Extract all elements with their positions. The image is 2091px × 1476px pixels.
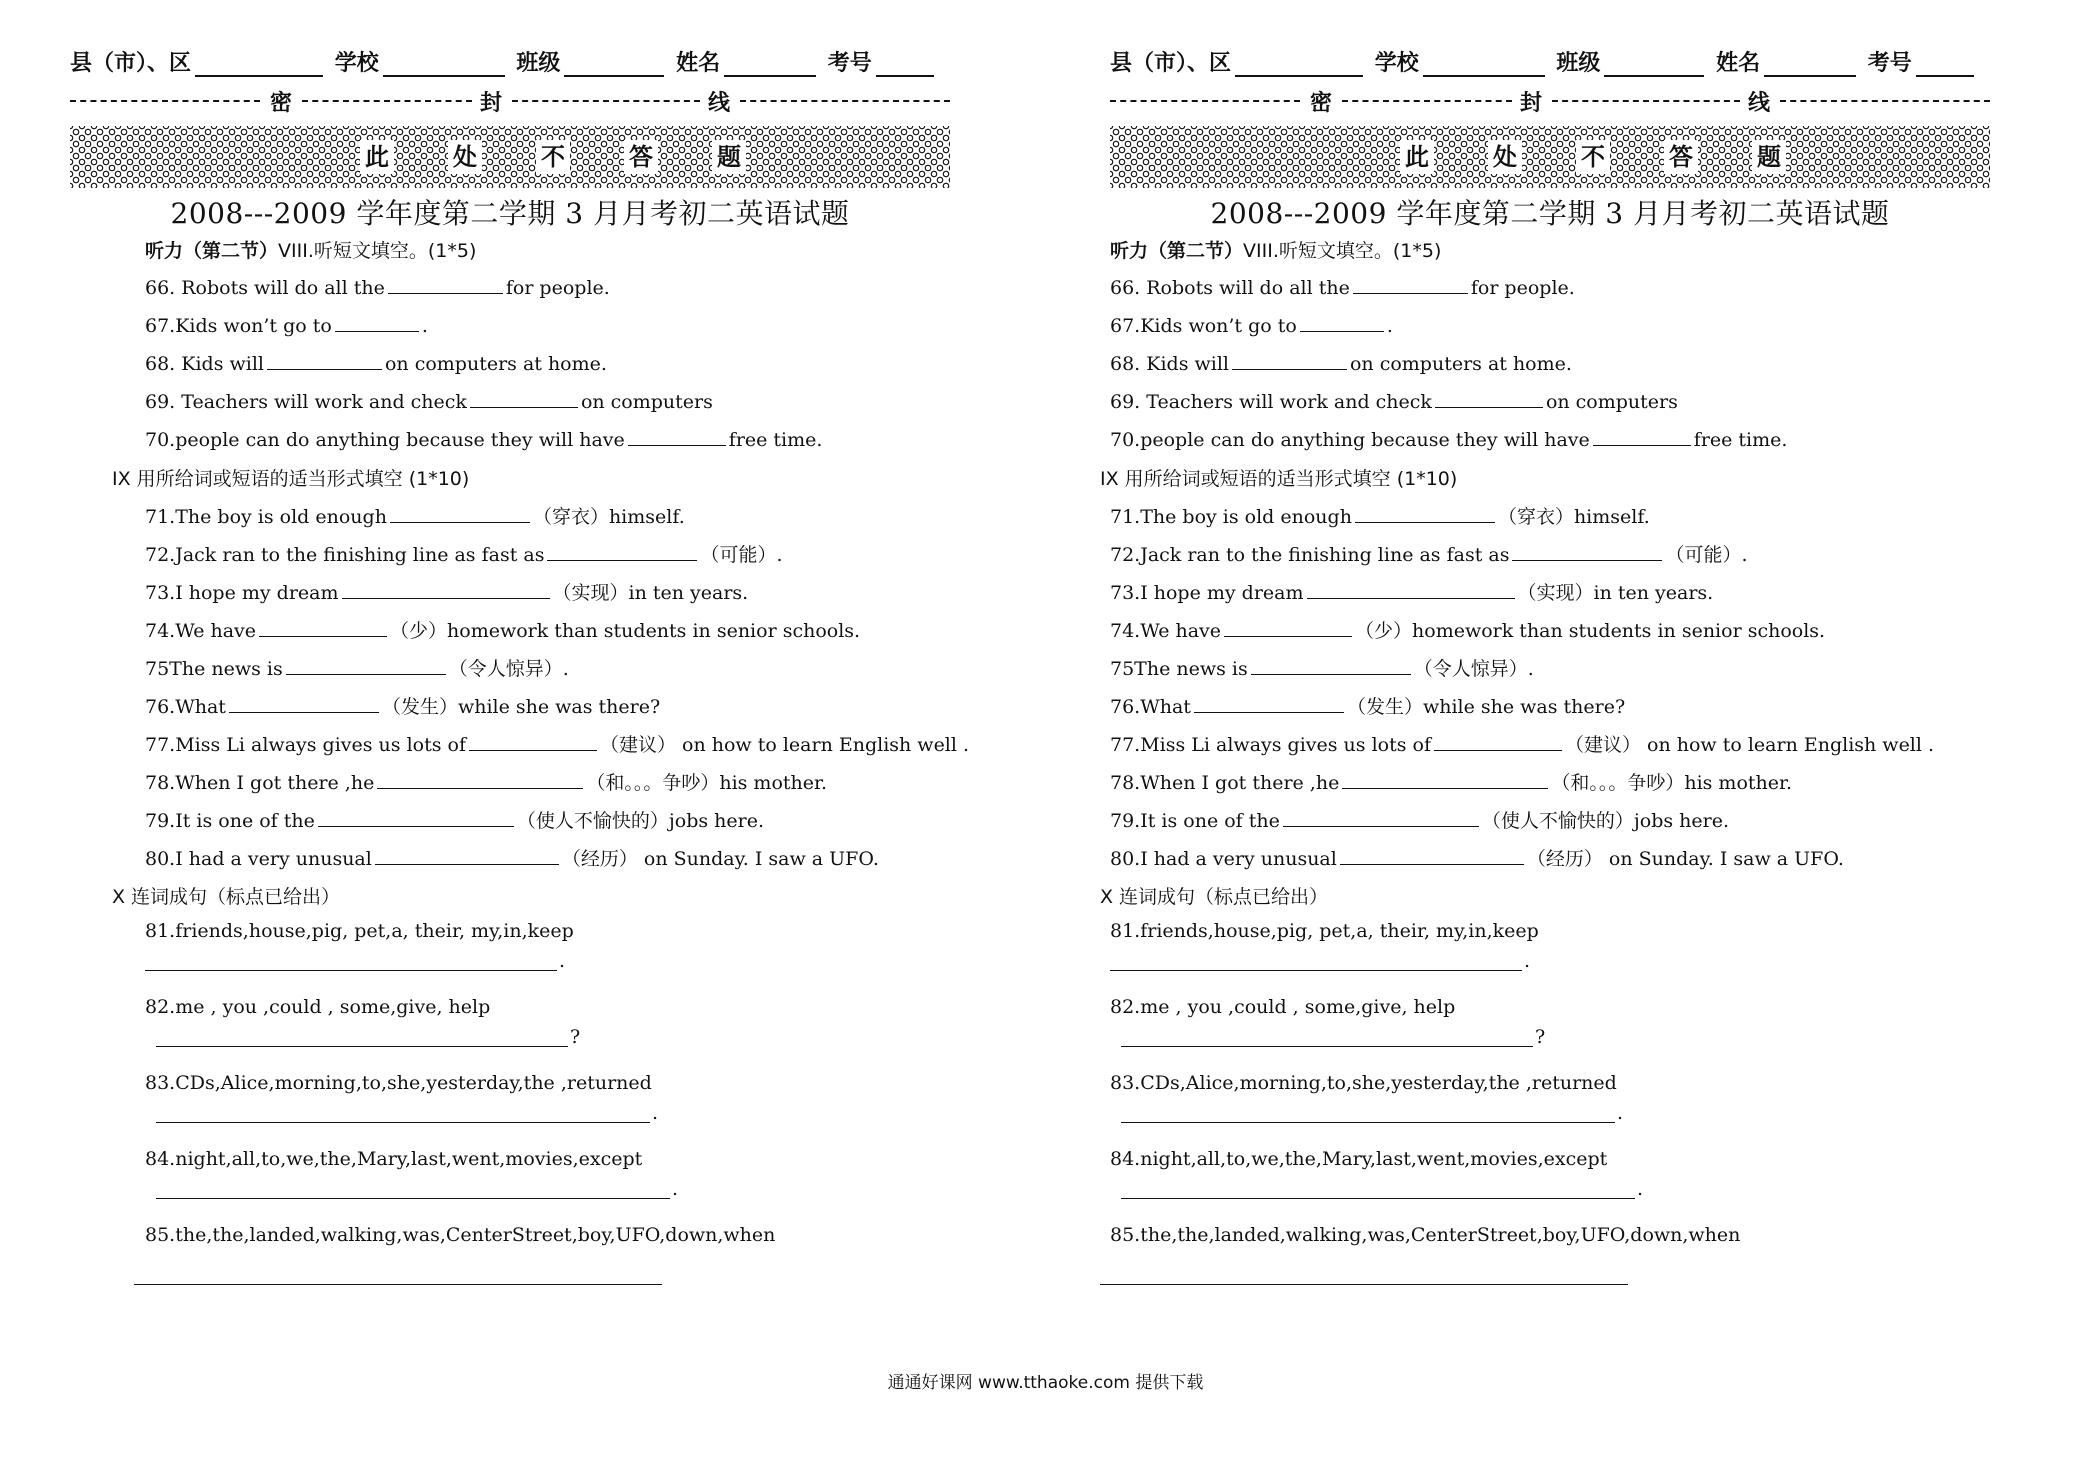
seal-line [70,86,950,116]
section-heading-bold: 听力（第二节） [145,240,279,262]
answer-blank[interactable] [628,427,726,446]
answer-line[interactable] [1110,970,1522,971]
section-heading-rest: VIII.听短文填空。(1*5) [1243,240,1442,262]
section-heading-fill: IX 用所给词或短语的适当形式填空 (1*10) [1100,468,1458,490]
exam-page-left [70,0,970,1320]
answer-blank[interactable] [1307,580,1515,599]
school-field[interactable] [383,53,505,77]
question-78: 78.When I got there ,he （和。。。争吵）his mother. [145,772,828,794]
question-73: 73.I hope my dream （实现）in ten years. [145,582,749,604]
county-label: 县（市）、区 [70,51,192,76]
answer-punct: ? [570,1026,581,1048]
question-82: 82.me , you ,could , some,give, help [1110,996,1456,1018]
question-69: 69. Teachers will work and check on computers [145,391,713,413]
question-80: 80.I had a very unusual （经历） on Sunday. I saw a UFO. [1110,848,1844,870]
no-answer-char: 答 [624,140,658,174]
question-76: 76.What （发生）while she was there? [1110,696,1626,718]
answer-blank[interactable] [469,732,597,751]
answer-blank[interactable] [1435,389,1543,408]
question-78: 78.When I got there ,he （和。。。争吵）his mother. [1110,772,1793,794]
question-66: 66. Robots will do all the for people. [145,277,610,299]
section-heading-listening [1110,236,1441,263]
no-answer-char: 不 [1576,140,1610,174]
answer-blank[interactable] [267,351,382,370]
no-answer-char: 答 [1664,140,1698,174]
question-74: 74.We have （少）homework than students in senior schools. [1110,620,1826,642]
question-79: 79.It is one of the （使人不愉快的）jobs here. [1110,810,1729,832]
question-85: 85.the,the,landed,walking,was,CenterStreet,boy,UFO,down,when [1110,1224,1741,1246]
exam-number-label: 考号 [827,51,872,76]
footer-credit: 通通好课网 www.tthaoke.com 提供下载 [887,1373,1204,1393]
question-85: 85.the,the,landed,walking,was,CenterStreet,boy,UFO,down,when [145,1224,776,1246]
question-75: 75The news is （令人惊异）. [1110,658,1534,680]
name-label: 姓名 [676,51,721,76]
exam-title: 2008---2009 学年度第二学期 3 月月考初二英语试题 [1210,197,1890,230]
answer-blank[interactable] [390,504,530,523]
no-answer-char: 处 [448,140,482,174]
question-74: 74.We have （少）homework than students in senior schools. [145,620,861,642]
school-label: 学校 [334,51,379,76]
no-answer-char: 不 [536,140,570,174]
question-72: 72.Jack ran to the finishing line as fast as （可能）. [1110,544,1748,566]
answer-punct: . [1524,950,1531,972]
answer-blank[interactable] [229,694,379,713]
question-67: 67.Kids won’t go to . [145,315,428,337]
answer-line[interactable] [156,1046,568,1047]
answer-blank[interactable] [388,275,503,294]
section-heading-build: X 连词成句（标点已给出） [1100,886,1329,908]
exam-number-field[interactable] [876,53,934,77]
answer-line[interactable] [1121,1122,1615,1123]
question-83: 83.CDs,Alice,morning,to,she,yesterday,the ,returned [145,1072,652,1094]
county-field[interactable] [1235,53,1363,77]
answer-blank[interactable] [318,808,514,827]
question-75: 75The news is （令人惊异）. [145,658,569,680]
question-72: 72.Jack ran to the finishing line as fast as （可能）. [145,544,783,566]
answer-blank[interactable] [1194,694,1344,713]
exam-number-label: 考号 [1867,51,1912,76]
question-83: 83.CDs,Alice,morning,to,she,yesterday,the ,returned [1110,1072,1617,1094]
seal-char-xian: 线 [708,91,731,116]
answer-blank[interactable] [286,656,446,675]
answer-blank[interactable] [1593,427,1691,446]
name-label: 姓名 [1716,51,1761,76]
seal-line [1110,86,1990,116]
section-heading-bold: 听力（第二节） [1110,240,1244,262]
answer-blank[interactable] [1283,808,1479,827]
section-heading-build: X 连词成句（标点已给出） [112,886,341,908]
answer-blank[interactable] [547,542,697,561]
question-81: 81.friends,house,pig, pet,a, their, my,in,keep [1110,920,1539,942]
no-answer-char: 此 [360,140,394,174]
question-77: 77.Miss Li always gives us lots of （建议） on how to learn English well . [1110,734,1935,756]
answer-line[interactable] [1121,1198,1635,1199]
answer-punct: ? [1535,1026,1546,1048]
answer-line[interactable] [156,1198,670,1199]
question-67: 67.Kids won’t go to . [1110,315,1393,337]
exam-number-field[interactable] [1916,53,1974,77]
section-heading-listening [145,236,476,263]
answer-blank[interactable] [259,618,387,637]
answer-line[interactable] [1100,1284,1628,1285]
question-82: 82.me , you ,could , some,give, help [145,996,491,1018]
seal-char-mi: 密 [1310,91,1333,116]
answer-blank[interactable] [342,580,550,599]
exam-title: 2008---2009 学年度第二学期 3 月月考初二英语试题 [170,197,850,230]
no-answer-char: 处 [1488,140,1522,174]
answer-blank[interactable] [375,846,559,865]
question-81: 81.friends,house,pig, pet,a, their, my,in,keep [145,920,574,942]
question-68: 68. Kids will on computers at home. [145,353,607,375]
name-field[interactable] [1764,53,1856,77]
question-76: 76.What （发生）while she was there? [145,696,661,718]
seal-char-feng: 封 [480,91,503,116]
student-info-row [1110,46,1990,76]
class-field[interactable] [1604,53,1704,77]
name-field[interactable] [724,53,816,77]
question-70: 70.people can do anything because they will have free time. [145,429,823,451]
answer-blank[interactable] [1353,275,1468,294]
seal-char-mi: 密 [270,91,293,116]
section-heading-fill: IX 用所给词或短语的适当形式填空 (1*10) [112,468,470,490]
answer-blank[interactable] [1224,618,1352,637]
section-heading-rest: VIII.听短文填空。(1*5) [278,240,477,262]
exam-page-right [1100,0,2010,1320]
answer-blank[interactable] [1251,656,1411,675]
no-answer-char: 题 [1752,140,1786,174]
answer-blank[interactable] [1434,732,1562,751]
question-69: 69. Teachers will work and check on computers [1110,391,1678,413]
class-field[interactable] [564,53,664,77]
answer-punct: . [1617,1102,1624,1124]
no-answer-char: 题 [712,140,746,174]
answer-line[interactable] [145,970,557,971]
answer-blank[interactable] [1340,846,1524,865]
answer-punct: . [559,950,566,972]
question-77: 77.Miss Li always gives us lots of （建议） on how to learn English well . [145,734,970,756]
student-info-row [70,46,950,76]
answer-blank[interactable] [1355,504,1495,523]
answer-blank[interactable] [1232,351,1347,370]
question-66: 66. Robots will do all the for people. [1110,277,1575,299]
class-label: 班级 [516,51,561,76]
question-73: 73.I hope my dream （实现）in ten years. [1110,582,1714,604]
answer-blank[interactable] [470,389,578,408]
school-label: 学校 [1374,51,1419,76]
seal-char-xian: 线 [1748,91,1771,116]
answer-blank[interactable] [377,770,583,789]
seal-char-feng: 封 [1520,91,1543,116]
county-label: 县（市）、区 [1110,51,1232,76]
question-71: 71.The boy is old enough （穿衣）himself. [145,506,685,528]
answer-line[interactable] [1121,1046,1533,1047]
answer-punct: . [1637,1178,1644,1200]
question-84: 84.night,all,to,we,the,Mary,last,went,movies,except [145,1148,643,1170]
no-answer-char: 此 [1400,140,1434,174]
no-answer-band [70,126,950,188]
answer-line[interactable] [134,1284,662,1285]
answer-line[interactable] [156,1122,650,1123]
question-71: 71.The boy is old enough （穿衣）himself. [1110,506,1650,528]
class-label: 班级 [1556,51,1601,76]
question-80: 80.I had a very unusual （经历） on Sunday. I saw a UFO. [145,848,879,870]
no-answer-band [1110,126,1990,188]
question-68: 68. Kids will on computers at home. [1110,353,1572,375]
school-field[interactable] [1423,53,1545,77]
answer-blank[interactable] [335,313,419,332]
answer-punct: . [652,1102,659,1124]
question-79: 79.It is one of the （使人不愉快的）jobs here. [145,810,764,832]
answer-blank[interactable] [1300,313,1384,332]
answer-punct: . [672,1178,679,1200]
answer-blank[interactable] [1512,542,1662,561]
county-field[interactable] [195,53,323,77]
answer-blank[interactable] [1342,770,1548,789]
question-70: 70.people can do anything because they will have free time. [1110,429,1788,451]
question-84: 84.night,all,to,we,the,Mary,last,went,movies,except [1110,1148,1608,1170]
